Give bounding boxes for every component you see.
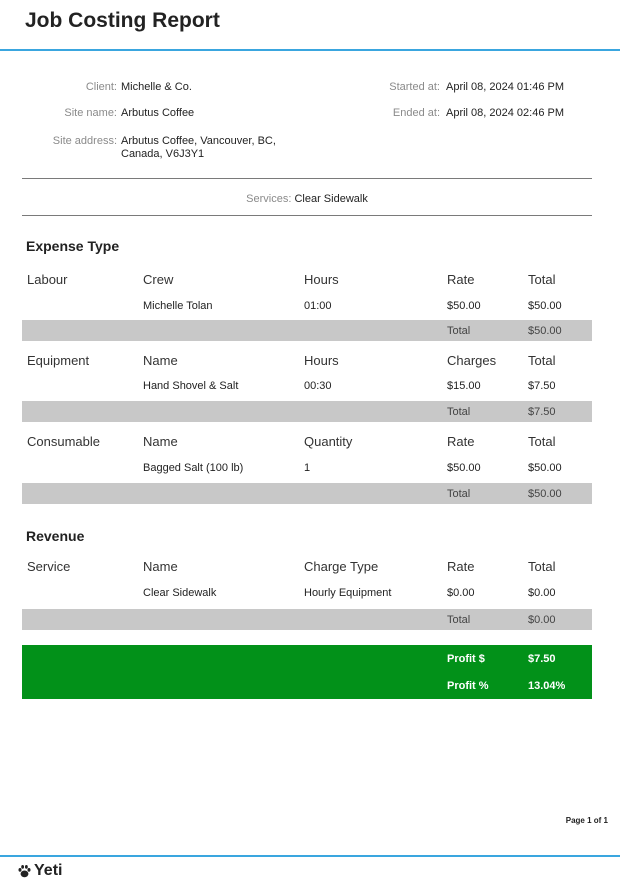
report-title: Job Costing Report [25, 9, 220, 32]
consumable-col-total: Total [528, 434, 556, 449]
service-total-value: $0.00 [528, 614, 556, 626]
service-item-rate: $0.00 [447, 587, 475, 599]
labour-col-amount: Hours [304, 272, 339, 287]
consumable-header-row [22, 432, 592, 454]
labour-item-rate: $50.00 [447, 300, 481, 312]
labour-type: Labour [27, 272, 68, 287]
started-value: April 08, 2024 01:46 PM [446, 81, 565, 93]
service-col-name: Name [143, 559, 178, 574]
site-address-line-2: Canada, V6J3Y1 [121, 148, 205, 160]
consumable-item-total: $50.00 [528, 462, 562, 474]
client-label: Client: [85, 81, 117, 93]
service-total-row [22, 609, 592, 630]
labour-total-value: $50.00 [528, 325, 562, 337]
equipment-col-name: Name [143, 353, 178, 368]
labour-item-hours: 01:00 [304, 300, 332, 312]
site-address-label: Site address: [52, 135, 117, 147]
equipment-item-hours: 00:30 [304, 380, 332, 392]
consumable-col-name: Name [143, 434, 178, 449]
service-col-total: Total [528, 559, 556, 574]
service-item-total: $0.00 [528, 587, 556, 599]
labour-item-name: Michelle Tolan [143, 300, 213, 312]
equipment-col-total: Total [528, 353, 556, 368]
equipment-total-value: $7.50 [528, 406, 556, 418]
service-total-label: Total [447, 614, 471, 626]
labour-col-total: Total [528, 272, 556, 287]
site-address-line-1: Arbutus Coffee, Vancouver, BC, [121, 135, 276, 147]
started-label: Started at: [389, 81, 440, 93]
equipment-total-row [22, 401, 592, 422]
page-number: Page 1 of 1 [565, 816, 608, 825]
labour-total-row [22, 320, 592, 341]
service-col-charge-type: Charge Type [304, 559, 379, 574]
consumable-item-rate: $50.00 [447, 462, 481, 474]
equipment-total-label: Total [447, 406, 471, 418]
consumable-item-name: Bagged Salt (100 lb) [143, 462, 244, 474]
profit-amount-value: $7.50 [528, 653, 556, 665]
consumable-total-row [22, 483, 592, 504]
site-name-value: Arbutus Coffee [121, 107, 195, 119]
services-label: Services: [246, 193, 292, 205]
consumable-col-rate: Rate [447, 434, 475, 449]
labour-item-total: $50.00 [528, 300, 562, 312]
site-name-label: Site name: [64, 107, 117, 119]
profit-summary [22, 645, 592, 699]
footer-divider [0, 855, 620, 857]
table-row [22, 585, 592, 603]
profit-amount-label: Profit $ [447, 653, 485, 665]
ended-label: Ended at: [392, 107, 440, 119]
equipment-col-amount: Hours [304, 353, 339, 368]
table-row [22, 298, 592, 316]
brand-logo [17, 862, 62, 880]
consumable-item-quantity: 1 [304, 462, 311, 474]
expense-section-title: Expense Type [26, 238, 120, 254]
labour-total-label: Total [447, 325, 471, 337]
consumable-type: Consumable [27, 434, 100, 449]
labour-col-name: Crew [143, 272, 174, 287]
service-item-name: Clear Sidewalk [143, 587, 217, 599]
equipment-item-name: Hand Shovel & Salt [143, 380, 239, 392]
table-row [22, 460, 592, 478]
service-col-rate: Rate [447, 559, 475, 574]
labour-header-row [22, 270, 592, 292]
labour-col-rate: Rate [447, 272, 475, 287]
service-type: Service [27, 559, 71, 574]
profit-percent-label: Profit % [447, 680, 489, 692]
services-value: Clear Sidewalk [294, 193, 368, 205]
consumable-col-amount: Quantity [304, 434, 353, 449]
equipment-header-row [22, 351, 592, 373]
equipment-item-total: $7.50 [528, 380, 556, 392]
consumable-total-label: Total [447, 488, 471, 500]
equipment-item-charges: $15.00 [447, 380, 481, 392]
profit-percent-value: 13.04% [528, 680, 566, 692]
consumable-total-value: $50.00 [528, 488, 562, 500]
ended-value: April 08, 2024 02:46 PM [446, 107, 565, 119]
services-bottom-divider [22, 215, 592, 216]
service-item-charge-type: Hourly Equipment [304, 587, 392, 599]
equipment-col-rate: Charges [447, 353, 497, 368]
header-divider [0, 49, 620, 51]
client-value: Michelle & Co. [121, 81, 192, 93]
table-row [22, 378, 592, 396]
paw-icon [17, 864, 32, 879]
services-top-divider [22, 178, 592, 179]
services-line [22, 193, 592, 205]
service-header-row [22, 557, 592, 579]
revenue-section-title: Revenue [26, 528, 85, 544]
brand-name: Yeti [34, 862, 63, 879]
equipment-type: Equipment [27, 353, 90, 368]
